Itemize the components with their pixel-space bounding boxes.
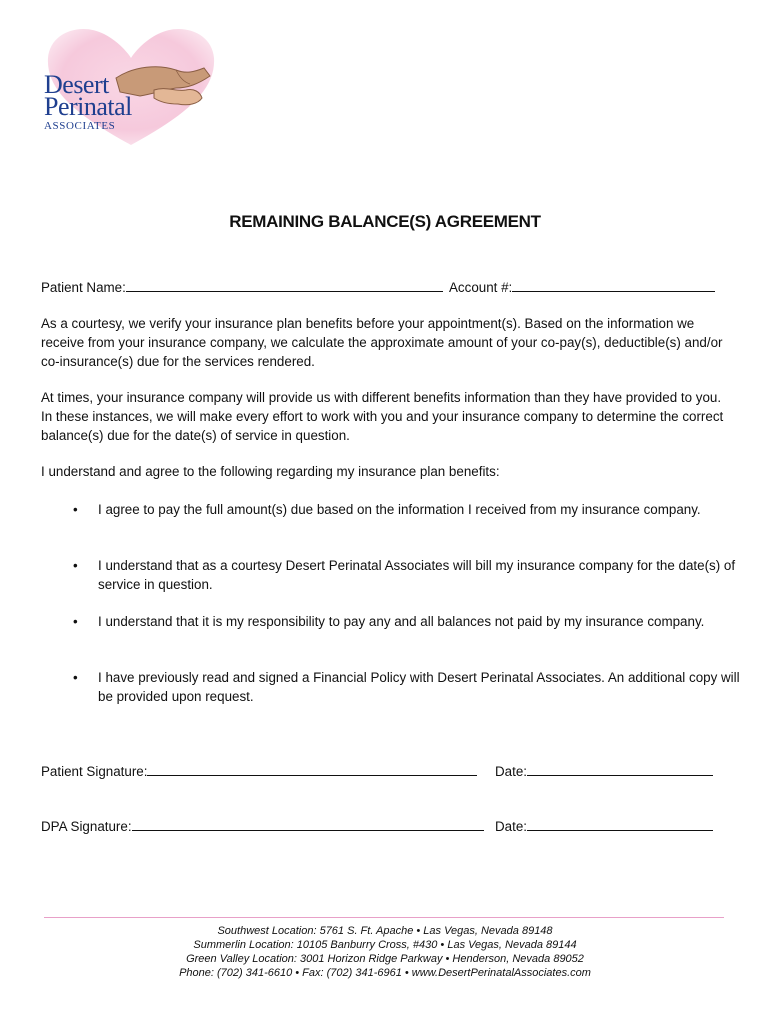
bullet-icon: •: [73, 614, 78, 629]
list-item: [41, 500, 738, 519]
account-row: [449, 277, 715, 297]
list-item: [41, 612, 738, 631]
patient-name-label: Patient Name:: [41, 280, 126, 295]
list-item-text: I understand that it is my responsibility to pay any and all balances not paid by my insurance company.: [98, 614, 705, 629]
list-item: [41, 556, 738, 594]
dpa-date-label: Date:: [495, 819, 528, 834]
account-number-field[interactable]: [512, 277, 715, 292]
patient-name-field[interactable]: [126, 277, 443, 292]
list-item: [41, 668, 758, 706]
logo-text-associates: ASSOCIATES: [44, 120, 116, 132]
bullet-icon: •: [73, 502, 78, 517]
patient-signature-field[interactable]: [147, 761, 477, 776]
patient-date-label: Date:: [495, 764, 528, 779]
paragraph-benefits: At times, your insurance company will provide us with different benefits information than they have provided to you. In these instances, we will make every effort to work with you and your insurance company to determine the correct balance(s) due for the date(s) of service in question.: [41, 390, 724, 443]
bullet-icon: •: [73, 558, 78, 573]
paragraph-courtesy: As a courtesy, we verify your insurance plan benefits before your appointment(s). Based on the information we receive from your insurance company, we calculate the approximate amount of your co-pay(s), deductible(s) and/or co-insurance(s) due for the services rendered.: [41, 316, 723, 369]
list-item-text: I understand that as a courtesy Desert Perinatal Associates will bill my insurance company for the date(s) of service in question.: [98, 558, 736, 592]
footer-southwest-location: Southwest Location: 5761 S. Ft. Apache • Las Vegas, Nevada 89148: [217, 925, 553, 937]
patient-signature-row: [41, 761, 477, 781]
patient-signature-label: Patient Signature:: [41, 764, 148, 779]
patient-name-row: [41, 277, 443, 297]
patient-date-row: [495, 761, 713, 781]
dpa-signature-field[interactable]: [132, 816, 484, 831]
footer-summerlin-location: Summerlin Location: 10105 Banburry Cross, #430 • Las Vegas, Nevada 89144: [193, 939, 577, 951]
footer-divider: [44, 917, 724, 918]
logo-text-desert: Desert: [44, 70, 109, 99]
page-title: REMAINING BALANCE(S) AGREEMENT: [229, 212, 541, 231]
dpa-signature-label: DPA Signature:: [41, 819, 132, 834]
dpa-date-field[interactable]: [527, 816, 713, 831]
dpa-signature-row: [41, 816, 484, 836]
list-item-text: I agree to pay the full amount(s) due based on the information I received from my insurance company.: [98, 502, 701, 517]
patient-date-field[interactable]: [527, 761, 713, 776]
footer-contact-info: Phone: (702) 341-6610 • Fax: (702) 341-6961 • www.DesertPerinatalAssociates.com: [179, 967, 591, 979]
footer-green-valley-location: Green Valley Location: 3001 Horizon Ridge Parkway • Henderson, Nevada 89052: [186, 953, 584, 965]
bullet-icon: •: [73, 670, 78, 685]
list-item-text: I have previously read and signed a Financial Policy with Desert Perinatal Associates. An additional copy will be provided upon request.: [98, 670, 740, 704]
paragraph-agreement-intro: I understand and agree to the following regarding my insurance plan benefits:: [41, 464, 500, 479]
logo-text-perinatal: Perinatal: [44, 92, 132, 121]
account-label: Account #:: [449, 280, 513, 295]
dpa-date-row: [495, 816, 713, 836]
desert-perinatal-logo: [36, 20, 226, 150]
